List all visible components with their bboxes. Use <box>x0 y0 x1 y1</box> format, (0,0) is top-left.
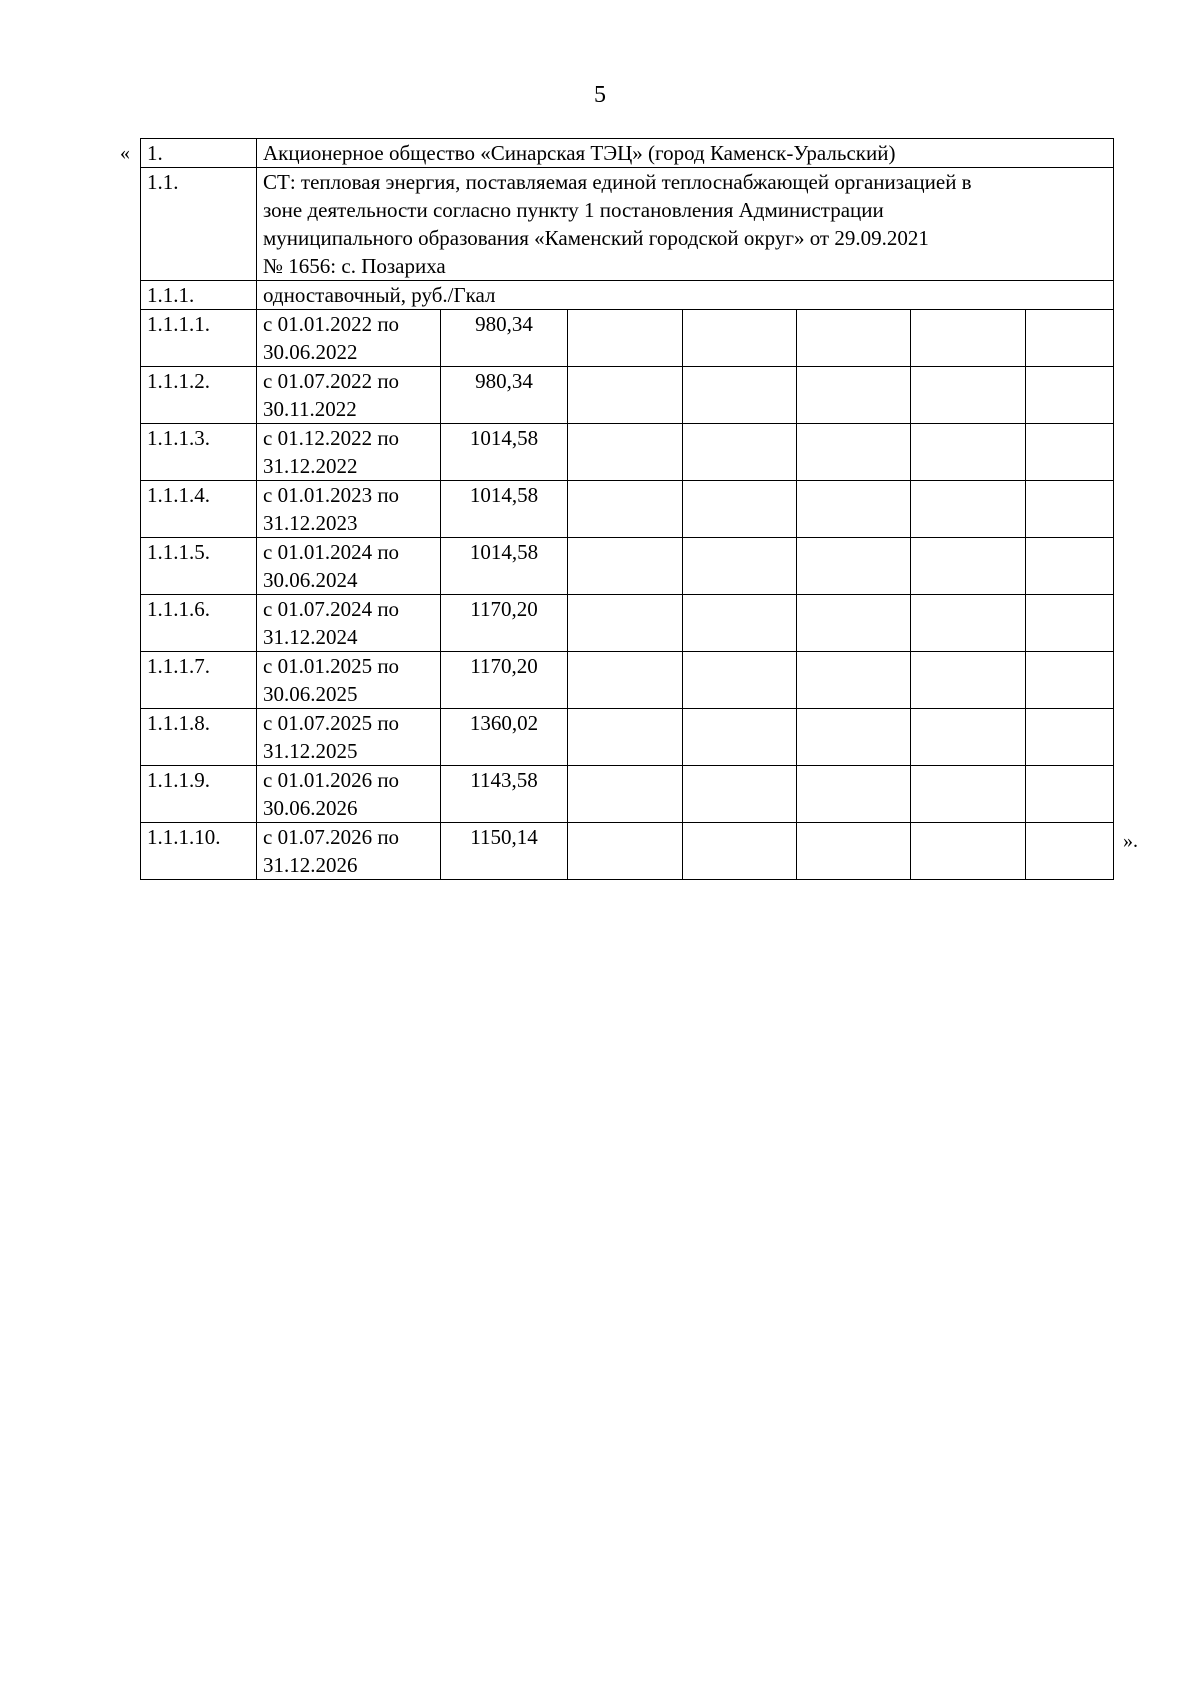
row-value: 1150,14 <box>441 823 568 880</box>
empty-cell <box>568 538 683 595</box>
tariff-type-row <box>141 281 1114 310</box>
empty-cell <box>1026 424 1114 481</box>
empty-cell <box>1026 481 1114 538</box>
empty-cell <box>683 652 797 709</box>
row-period <box>257 595 441 652</box>
period-from: с 01.07.2026 по <box>263 825 400 849</box>
empty-cell <box>683 310 797 367</box>
table-row <box>141 709 1114 766</box>
table-row <box>141 595 1114 652</box>
empty-cell <box>797 652 911 709</box>
empty-cell <box>911 595 1026 652</box>
row-number: 1.1.1.2. <box>141 367 257 424</box>
empty-cell <box>1026 652 1114 709</box>
period-from: с 01.01.2026 по <box>263 768 400 792</box>
empty-cell <box>797 709 911 766</box>
tariff-type-number: 1.1.1. <box>141 281 257 310</box>
period-from: с 01.12.2022 по <box>263 426 400 450</box>
tariff-type-label: одноставочный, руб./Гкал <box>257 281 1114 310</box>
table-row <box>141 481 1114 538</box>
row-period <box>257 766 441 823</box>
empty-cell <box>568 481 683 538</box>
row-period <box>257 652 441 709</box>
row-number: 1.1.1.7. <box>141 652 257 709</box>
table-row <box>141 766 1114 823</box>
empty-cell <box>568 367 683 424</box>
table-row <box>141 652 1114 709</box>
period-to: 31.12.2025 <box>263 739 358 763</box>
subsection-description <box>257 168 1114 281</box>
subsection-line: СТ: тепловая энергия, поставляемая единой теплоснабжающей организацией в <box>263 170 972 194</box>
period-from: с 01.07.2024 по <box>263 597 400 621</box>
empty-cell <box>1026 595 1114 652</box>
subsection-line: зоне деятельности согласно пункту 1 постановления Администрации <box>263 198 884 222</box>
empty-cell <box>568 595 683 652</box>
row-period <box>257 310 441 367</box>
empty-cell <box>568 766 683 823</box>
empty-cell <box>1026 310 1114 367</box>
tariff-table <box>140 138 1114 880</box>
empty-cell <box>683 709 797 766</box>
row-value: 1143,58 <box>441 766 568 823</box>
section-number: 1. <box>141 139 257 168</box>
empty-cell <box>911 538 1026 595</box>
period-to: 31.12.2026 <box>263 853 358 877</box>
row-period <box>257 709 441 766</box>
empty-cell <box>1026 823 1114 880</box>
empty-cell <box>797 595 911 652</box>
row-period <box>257 538 441 595</box>
period-to: 30.06.2025 <box>263 682 358 706</box>
period-to: 31.12.2023 <box>263 511 358 535</box>
period-to: 30.11.2022 <box>263 397 357 421</box>
empty-cell <box>568 652 683 709</box>
empty-cell <box>911 652 1026 709</box>
row-number: 1.1.1.8. <box>141 709 257 766</box>
row-number: 1.1.1.4. <box>141 481 257 538</box>
row-period <box>257 424 441 481</box>
empty-cell <box>911 367 1026 424</box>
tariff-table-body <box>141 139 1114 880</box>
empty-cell <box>797 310 911 367</box>
row-number: 1.1.1.9. <box>141 766 257 823</box>
row-period <box>257 481 441 538</box>
empty-cell <box>683 481 797 538</box>
section-title: Акционерное общество «Синарская ТЭЦ» (город Каменск-Уральский) <box>257 139 1114 168</box>
empty-cell <box>683 538 797 595</box>
period-from: с 01.01.2023 по <box>263 483 400 507</box>
empty-cell <box>1026 538 1114 595</box>
subsection-line: муниципального образования «Каменский городской округ» от 29.09.2021 <box>263 226 929 250</box>
empty-cell <box>568 823 683 880</box>
row-number: 1.1.1.3. <box>141 424 257 481</box>
empty-cell <box>911 823 1026 880</box>
empty-cell <box>797 538 911 595</box>
row-number: 1.1.1.5. <box>141 538 257 595</box>
period-to: 31.12.2024 <box>263 625 358 649</box>
empty-cell <box>911 310 1026 367</box>
period-to: 30.06.2026 <box>263 796 358 820</box>
row-number: 1.1.1.10. <box>141 823 257 880</box>
opening-quote: « <box>120 142 130 164</box>
row-value: 1170,20 <box>441 652 568 709</box>
row-number: 1.1.1.6. <box>141 595 257 652</box>
subsection-row <box>141 168 1114 281</box>
empty-cell <box>683 823 797 880</box>
empty-cell <box>911 766 1026 823</box>
empty-cell <box>683 367 797 424</box>
empty-cell <box>797 823 911 880</box>
table-row <box>141 310 1114 367</box>
empty-cell <box>1026 709 1114 766</box>
empty-cell <box>683 766 797 823</box>
empty-cell <box>683 424 797 481</box>
empty-cell <box>797 367 911 424</box>
row-value: 980,34 <box>441 310 568 367</box>
row-value: 1170,20 <box>441 595 568 652</box>
empty-cell <box>1026 766 1114 823</box>
period-from: с 01.07.2025 по <box>263 711 400 735</box>
period-from: с 01.01.2024 по <box>263 540 400 564</box>
section-row <box>141 139 1114 168</box>
empty-cell <box>797 481 911 538</box>
row-value: 1014,58 <box>441 481 568 538</box>
empty-cell <box>797 424 911 481</box>
empty-cell <box>568 310 683 367</box>
closing-quote: ». <box>1123 829 1138 852</box>
empty-cell <box>568 709 683 766</box>
row-period <box>257 367 441 424</box>
period-from: с 01.07.2022 по <box>263 369 400 393</box>
page-number: 5 <box>594 82 606 108</box>
period-to: 31.12.2022 <box>263 454 358 478</box>
row-period <box>257 823 441 880</box>
table-row <box>141 367 1114 424</box>
period-to: 30.06.2022 <box>263 340 358 364</box>
empty-cell <box>568 424 683 481</box>
table-row <box>141 538 1114 595</box>
row-value: 1014,58 <box>441 538 568 595</box>
period-to: 30.06.2024 <box>263 568 358 592</box>
row-number: 1.1.1.1. <box>141 310 257 367</box>
subsection-number: 1.1. <box>141 168 257 281</box>
period-from: с 01.01.2025 по <box>263 654 400 678</box>
row-value: 1360,02 <box>441 709 568 766</box>
row-value: 980,34 <box>441 367 568 424</box>
row-value: 1014,58 <box>441 424 568 481</box>
empty-cell <box>1026 367 1114 424</box>
empty-cell <box>911 709 1026 766</box>
subsection-line: № 1656: с. Позариха <box>263 254 446 278</box>
empty-cell <box>911 424 1026 481</box>
empty-cell <box>911 481 1026 538</box>
table-row <box>141 823 1114 880</box>
empty-cell <box>683 595 797 652</box>
period-from: с 01.01.2022 по <box>263 312 400 336</box>
empty-cell <box>797 766 911 823</box>
table-row <box>141 424 1114 481</box>
